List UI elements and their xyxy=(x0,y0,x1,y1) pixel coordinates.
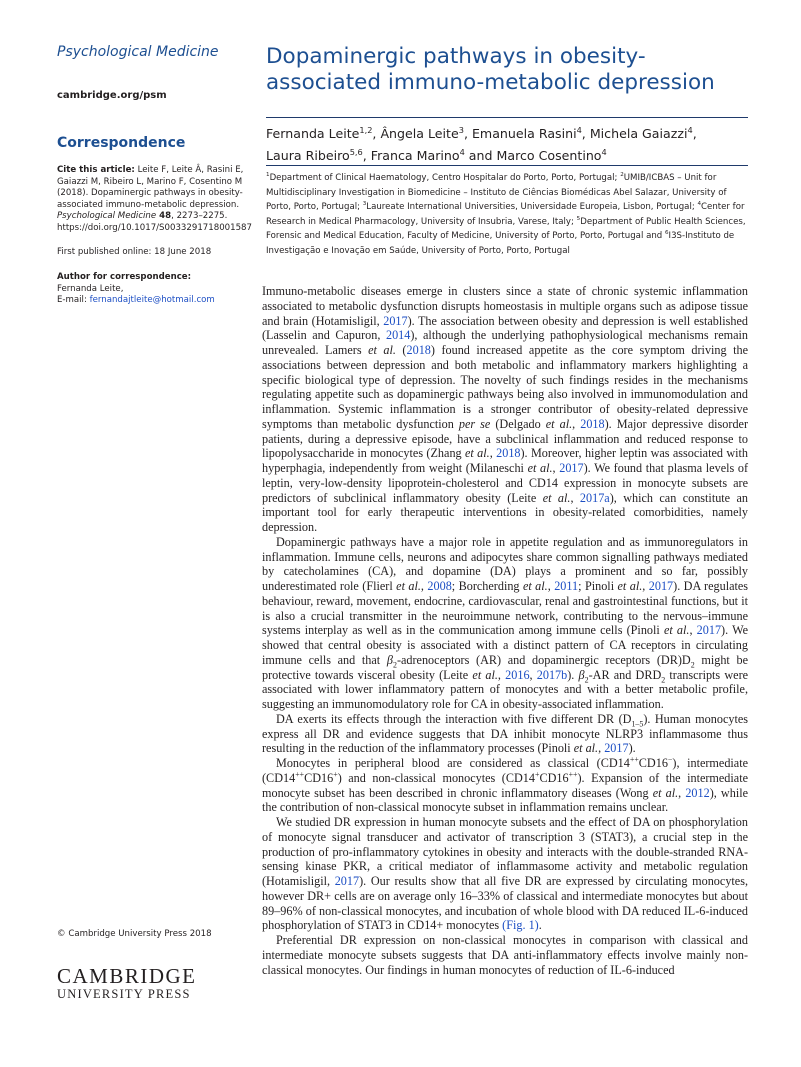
affiliation-text: Department of Clinical Haematology, Centro Hospitalar do Porto, Porto, Portugal; xyxy=(269,173,621,183)
body-text: might be protective towards visceral obesity (Leite xyxy=(262,652,748,682)
body-text: CD16 xyxy=(304,770,334,785)
body-text: , xyxy=(678,785,686,800)
author-affiliation-marker: 4 xyxy=(687,124,693,135)
paragraph xyxy=(262,933,748,977)
body-text: CD16 xyxy=(539,770,569,785)
subscript: 1–5 xyxy=(631,719,644,729)
copyright: © Cambridge University Press 2018 xyxy=(57,929,212,939)
body-text: . xyxy=(538,918,542,933)
cambridge-logo xyxy=(57,966,197,1001)
superscript: ++ xyxy=(295,769,305,779)
logo-line-2: UNIVERSITY PRESS xyxy=(57,987,191,1001)
citation-link[interactable]: 2017 xyxy=(334,874,360,888)
affiliation-number: 4 xyxy=(697,201,702,208)
body-text: ). xyxy=(567,667,579,682)
author-name: Laura Ribeiro xyxy=(266,148,350,163)
body-text: ), although the underlying pathophysiological mechanisms remain unrevealed. Lamers xyxy=(262,328,749,357)
author-separator: , xyxy=(362,148,371,163)
cite-volume: 48 xyxy=(156,211,172,222)
superscript: ++ xyxy=(568,769,578,779)
body-text: ). DA regulates behaviour, reward, movement, endocrine, cardiovascular, renal and gastrointestinal functions, but it is also a crucial transmitter in the neuroimmune network, contributing to the nervous–immune systems interplay as well as in the communication among immune cells (Pinoli xyxy=(262,579,749,638)
italic-text: et al. xyxy=(396,579,421,593)
italic-text: et al. xyxy=(542,490,571,505)
email-link[interactable]: fernandajtleite@hotmail.com xyxy=(89,295,215,306)
article-type: Correspondence xyxy=(57,135,186,151)
citation-link[interactable]: 2017 xyxy=(383,313,408,328)
affiliation-number: 3 xyxy=(362,201,367,208)
affiliation-number: 2 xyxy=(620,172,624,179)
body-text: We studied DR expression in human monocyte subsets and the effect of DA on phosphorylation of monocyte signal transducer and activator of transcription 3 (STAT3), a crucial step in the production of pro-inflammatory cytokines in obesity and interacts with the double-stranded RNA-sensing kinase PKR, a critical mediator of inflammasome activity and metabolic regulation (Hotamisligil, xyxy=(262,815,748,888)
citation-link[interactable]: (Fig. 1) xyxy=(502,918,539,933)
author-affiliation-marker: 4 xyxy=(576,124,582,135)
author-name: Ângela Leite xyxy=(380,126,459,141)
superscript: + xyxy=(534,769,540,779)
affiliation-number: 6 xyxy=(664,230,669,237)
author-affiliation-marker: 5,6 xyxy=(349,146,363,157)
author-name: Marco Cosentino xyxy=(496,148,602,163)
italic-text: et al. xyxy=(545,416,573,431)
correspondence-author xyxy=(57,272,215,307)
body-text: , xyxy=(570,490,580,505)
body-text: , xyxy=(497,667,506,682)
body-text: ). xyxy=(628,741,636,756)
author-name: Michela Gaiazzi xyxy=(589,126,688,141)
body-text: ) found increased appetite as the core symptom driving the associations between depression and both metabolic and inflammatory markers highlighting a specific biological type of depression. The novelty of such findings resides in the mechanisms regulating appetite such as dopaminergic pathways being also involved in immunomodulation and inflammation. Systemic inflammation is a stronger contributor of obesity-related depressive symptoms than metabolic dysfunction xyxy=(262,343,749,431)
citation-link[interactable]: 2017 xyxy=(696,623,722,638)
first-published: First published online: 18 June 2018 xyxy=(57,247,212,257)
body-text: , xyxy=(552,461,560,475)
body-text: Monocytes in peripheral blood are considered as classical (CD14 xyxy=(276,756,630,770)
body-text: ). Expansion of the intermediate monocyte subset has been described in chronic inflammatory diseases (Wong xyxy=(262,770,748,800)
body-text: CD16 xyxy=(638,756,668,770)
author-name: Fernanda Leite xyxy=(266,126,360,141)
italic-text: β xyxy=(386,652,393,667)
paragraph xyxy=(262,815,748,933)
paragraph xyxy=(262,712,748,756)
italic-text: et al. xyxy=(472,667,498,682)
citation-link[interactable]: 2017a xyxy=(579,490,610,505)
citation-link[interactable]: 2018 xyxy=(496,446,521,461)
body-text: , xyxy=(689,623,697,638)
italic-text: et al. xyxy=(465,446,490,461)
body-text: (Delgado xyxy=(490,416,546,431)
cite-text: Leite F, Leite Â, Rasini E, Gaiazzi M, Ribeiro L, Marino F, Cosentino M (2018). Dopaminergic pathways in obesity-associated immuno-metabolic depression. xyxy=(57,165,244,210)
author-name: Fernanda Leite, xyxy=(57,283,124,294)
journal-name[interactable]: Psychological Medicine xyxy=(57,44,219,60)
citation-link[interactable]: 2017 xyxy=(559,461,584,475)
citation-link[interactable]: 2018 xyxy=(580,416,605,431)
body-text: ). We showed that central obesity is associated with a distinct pattern of CA receptors in circulating immune cells and that xyxy=(262,623,749,667)
affiliation-number: 5 xyxy=(576,215,581,222)
body-text: , xyxy=(529,667,537,682)
italic-text: per se xyxy=(458,416,491,431)
divider xyxy=(266,117,748,118)
body-text: ). Moreover, higher leptin was associated with hyperphagia, independently from weight (Milaneschi xyxy=(262,446,749,475)
email-label: E-mail: xyxy=(57,295,90,306)
body-text: ). Human monocytes express all DR and evidence suggests that DA inhibit monocyte NLRP3 inflammasome thus resulting in the reduction of the inflammatory processes (Pinoli xyxy=(262,711,748,756)
affiliation-text: Laureate International Universities, Universidade Europeia, Lisbon, Portugal; xyxy=(366,202,698,212)
citation-link[interactable]: 2008 xyxy=(427,579,452,593)
author-separator: and xyxy=(464,148,497,163)
citation-block xyxy=(57,165,252,235)
italic-text: et al. xyxy=(527,461,553,475)
body-text: , xyxy=(598,741,605,756)
author-separator: , xyxy=(372,126,381,141)
author-affiliation-marker: 4 xyxy=(459,146,465,157)
subscript: 2 xyxy=(661,674,666,684)
author-name: Emanuela Rasini xyxy=(471,126,577,141)
author-affiliation-marker: 4 xyxy=(601,146,607,157)
author-separator: , xyxy=(692,126,697,141)
paragraph xyxy=(262,535,748,712)
body-text: ) and non-classical monocytes (CD14 xyxy=(337,770,535,785)
citation-link[interactable]: 2012 xyxy=(685,785,710,800)
affiliation-text: Department of Public Health Sciences, Forensic and Medical Education, Faculty of Medicine, University of Porto, Porto, Portugal and xyxy=(266,216,746,241)
subscript: 2 xyxy=(392,660,397,670)
italic-text: et al. xyxy=(663,623,690,638)
affiliation-text: I3S-Instituto de Investigação e Inovação em Saúde, University of Porto, Porto, Portugal xyxy=(266,231,735,256)
body-text: , xyxy=(642,579,649,593)
subscript: 2 xyxy=(584,674,589,684)
italic-text: et al. xyxy=(522,579,548,593)
body-text: ( xyxy=(395,343,407,357)
citation-link[interactable]: 2017b xyxy=(536,667,568,682)
logo-line-1: CAMBRIDGE xyxy=(57,964,197,988)
body-text: DA exerts its effects through the interaction with five different DR (D xyxy=(276,711,632,726)
author-affiliation-marker: 3 xyxy=(458,124,464,135)
affiliations xyxy=(266,171,748,258)
article-title: Dopaminergic pathways in obesity-associated immuno-metabolic depression xyxy=(266,44,715,95)
italic-text: et al. xyxy=(573,741,599,756)
citation-link[interactable]: 2017 xyxy=(604,741,629,756)
body-text: ), while the contribution of non-classical monocyte subset in inflammation remains unclear. xyxy=(262,785,748,815)
body-text: ). Major depressive disorder patients, during a depressive episode, have a subclinical inflammation and reduced response to lipopolysaccharide in monocytes (Zhang xyxy=(262,416,749,461)
body-text: transcripts were associated with lower inflammatory pattern of monocytes and with a better metabolic profile, suggesting an immunomodulatory role for CA in obesity-associated inflammation. xyxy=(262,667,749,711)
author-separator: , xyxy=(463,126,472,141)
citation-link[interactable]: 2018 xyxy=(406,343,431,357)
author-name: Franca Marino xyxy=(370,148,460,163)
journal-site-link[interactable]: cambridge.org/psm xyxy=(57,90,167,101)
affiliation-number: 1 xyxy=(266,172,270,179)
article-body xyxy=(262,284,748,977)
body-text: Preferential DR expression on non-classical monocytes in comparison with classical and intermediate monocyte subsets suggests that DA anti-inflammatory effects involve mainly non-classical monocytes. Our findings in human monocytes of reduction of IL-6-induced xyxy=(262,933,748,977)
citation-link[interactable]: 2016 xyxy=(505,667,530,682)
body-text: ), which can constitute an important tool for early therapeutic interventions in obesity-related comorbidities, namely depression. xyxy=(262,490,748,534)
italic-text: β xyxy=(578,667,585,682)
cite-journal: Psychological Medicine xyxy=(57,211,157,222)
body-text: ), intermediate (CD14 xyxy=(262,756,749,785)
cite-pages-doi: , 2273–2275. https://doi.org/10.1017/S0033291718001587 xyxy=(57,211,252,233)
affiliation-text: UMIB/ICBAS – Unit for Multidisciplinary Investigation in Biomedicine – Instituto de Ciências Biomédicas Abel Salazar, University of Porto, Porto, Portugal; xyxy=(266,173,727,212)
italic-text: et al. xyxy=(652,785,679,800)
body-text: -adrenoceptors (AR) and dopaminergic receptors (DR)D xyxy=(396,652,691,667)
superscript: + xyxy=(333,769,338,779)
body-text: , xyxy=(489,446,497,461)
author-label: Author for correspondence: xyxy=(57,272,192,282)
body-text: , xyxy=(547,579,555,593)
body-text: ; Borcherding xyxy=(451,579,523,593)
body-text: ; Pinoli xyxy=(578,579,618,593)
body-text: -AR and DRD xyxy=(588,667,662,682)
citation-link[interactable]: 2014 xyxy=(385,328,411,343)
body-text: , xyxy=(572,416,581,431)
body-text: Immuno-metabolic diseases emerge in clusters since a state of chronic systemic inflammation associated to metabolic dysfunction disrupts homeostasis in multiple organs such as adipose tissue and brain (Hotamisligil, xyxy=(262,284,748,328)
author-list xyxy=(266,123,748,167)
body-text: , xyxy=(420,579,428,593)
citation-link[interactable]: 2017 xyxy=(648,579,674,593)
divider xyxy=(266,165,748,166)
body-text: ). The association between obesity and depression is well established (Lasselin and Capuron, xyxy=(262,313,748,343)
body-text: ). Our results show that all five DR are expressed by circulating monocytes, however DR+ cells are on average only 16–33% of classical and intermediate monocytes but about 89–96% of non-classical monocytes, and incubation of whole blood with DA reduced IL-6-induced phosphorylation of STAT3 in CD14+ monocytes xyxy=(262,874,748,933)
superscript: ++ xyxy=(629,754,639,764)
superscript: − xyxy=(667,754,673,764)
cite-label: Cite this article: xyxy=(57,165,135,175)
paragraph xyxy=(262,284,748,535)
author-affiliation-marker: 1,2 xyxy=(359,124,373,135)
citation-link[interactable]: 2011 xyxy=(554,579,579,593)
body-text: Dopaminergic pathways have a major role in appetite regulation and as immunoregulators in inflammation. Immune cells, neurons and adipocytes share common signalling pathways mediated by catecholamines (CA), and dopamine (DA) plays a prominent and so far, possibly underestimated role (Flierl xyxy=(262,534,748,593)
affiliation-text: Center for Research in Medical Pharmacology, University of Insubria, Varese, Italy; xyxy=(266,202,745,227)
body-text: ). We found that plasma levels of leptin, very-low-density lipoprotein-cholesterol and CD14 expression in monocyte subsets are predictors of subclinical inflammatory obesity (Leite xyxy=(262,461,749,505)
italic-text: et al. xyxy=(368,343,396,357)
subscript: 2 xyxy=(690,660,695,670)
author-separator: , xyxy=(581,126,590,141)
paragraph xyxy=(262,756,748,815)
italic-text: et al. xyxy=(617,579,643,593)
